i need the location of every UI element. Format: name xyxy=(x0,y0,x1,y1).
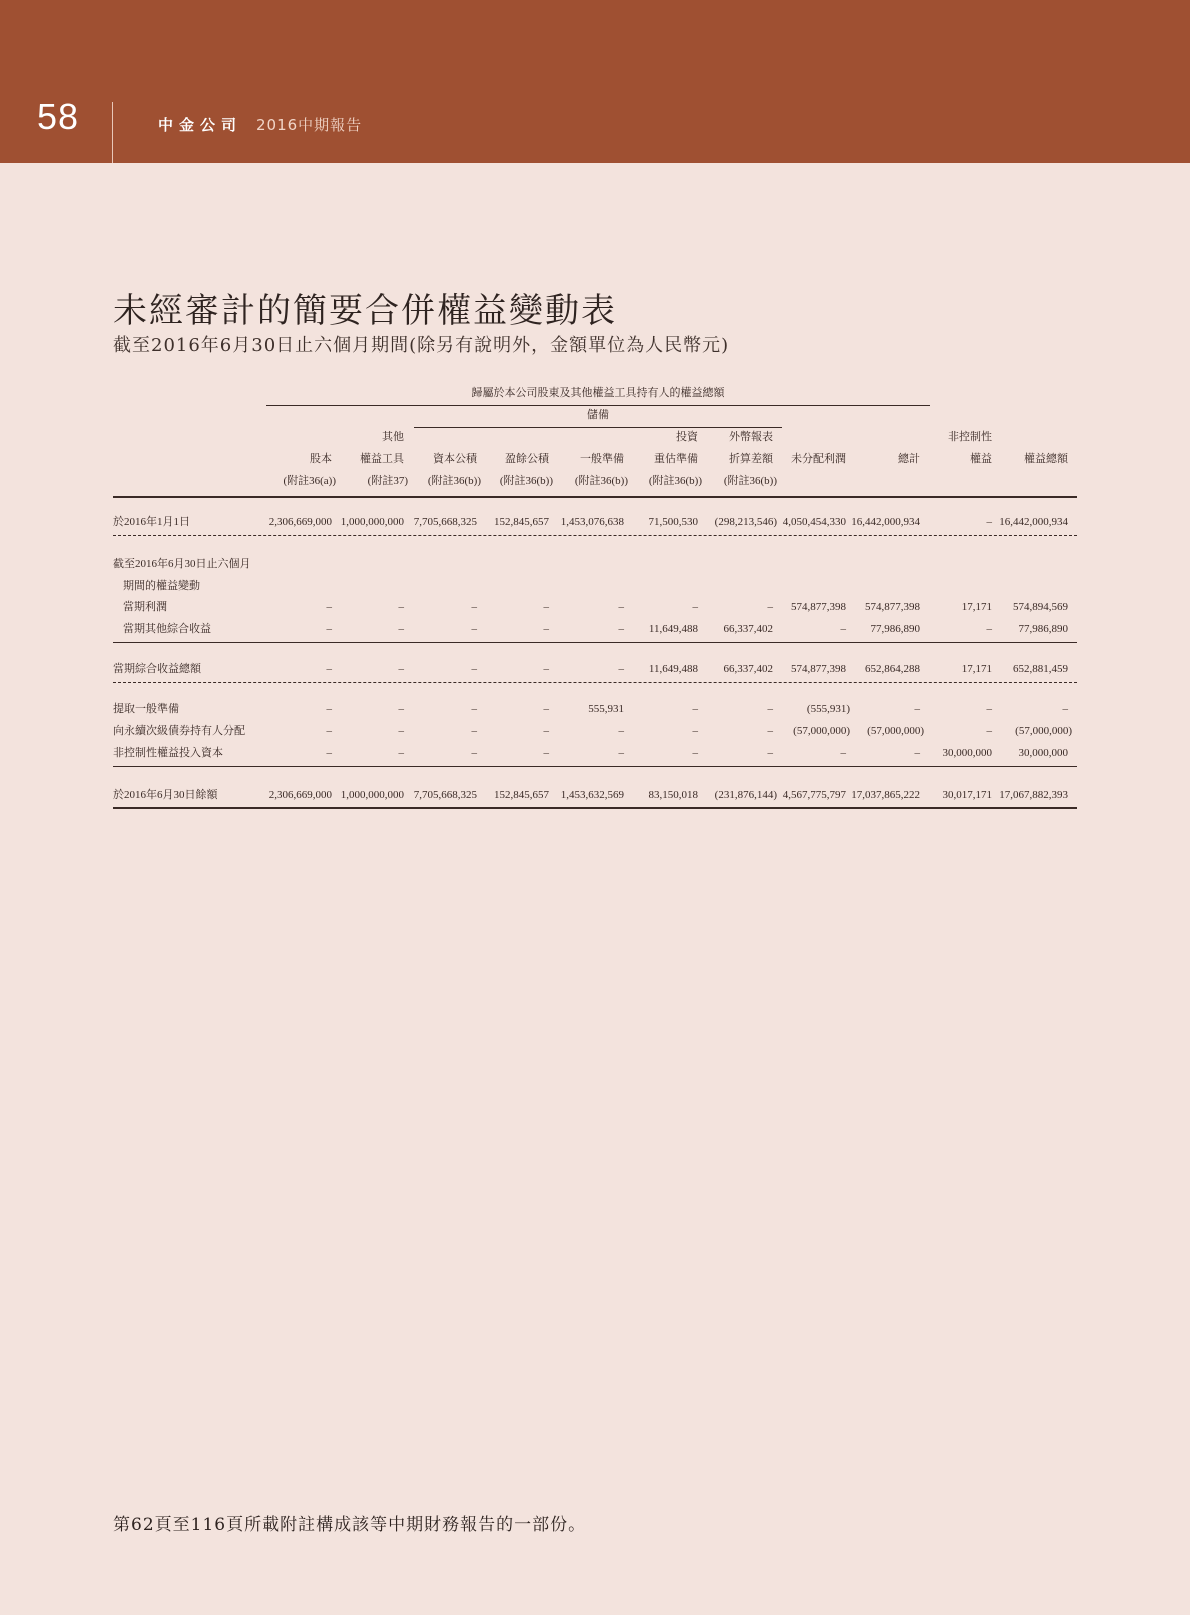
table-cell: 7,705,668,325 xyxy=(413,516,477,528)
column-header-note: (附註36(b)) xyxy=(723,475,777,487)
table-cell: 66,337,402 xyxy=(723,623,773,635)
row-label: 非控制性權益投入資本 xyxy=(113,747,223,759)
table-cell: – xyxy=(543,747,549,759)
table-cell: – xyxy=(692,747,698,759)
table-cell: – xyxy=(471,663,477,675)
table-cell: 77,986,890 xyxy=(1018,623,1068,635)
table-cell: (231,876,144) xyxy=(714,789,777,801)
column-header-line1: 投資 xyxy=(676,431,698,443)
table-cell: – xyxy=(326,747,332,759)
column-header-line1: 非控制性 xyxy=(948,431,992,443)
table-cell: – xyxy=(326,623,332,635)
table-cell: 77,986,890 xyxy=(870,623,920,635)
table-cell: – xyxy=(398,747,404,759)
table-cell: 30,000,000 xyxy=(942,747,992,759)
table-cell: – xyxy=(471,601,477,613)
table-cell: – xyxy=(986,623,992,635)
table-cell: – xyxy=(692,703,698,715)
table-cell: 71,500,530 xyxy=(648,516,698,528)
column-header-line1: 外幣報表 xyxy=(729,431,773,443)
table-cell: – xyxy=(471,703,477,715)
row-label: 於2016年6月30日餘額 xyxy=(113,789,218,801)
table-cell: – xyxy=(767,601,773,613)
column-header-line2: 資本公積 xyxy=(433,453,477,465)
table-cell: – xyxy=(618,623,624,635)
table-cell: – xyxy=(543,663,549,675)
table-cell: – xyxy=(767,747,773,759)
row-rule-dashed xyxy=(113,682,1077,683)
table-bottom-rule xyxy=(113,807,1077,809)
table-cell: – xyxy=(471,725,477,737)
column-header-line2: 一般準備 xyxy=(580,453,624,465)
table-cell: – xyxy=(543,703,549,715)
column-header-note: (附註36(b)) xyxy=(574,475,628,487)
table-cell: 1,453,076,638 xyxy=(560,516,624,528)
table-cell: 574,877,398 xyxy=(791,601,846,613)
row-rule xyxy=(113,766,1077,767)
table-cell: (57,000,000) xyxy=(867,725,924,737)
table-cell: – xyxy=(986,725,992,737)
table-cell: 152,845,657 xyxy=(494,789,549,801)
row-label: 當期其他綜合收益 xyxy=(123,623,211,635)
table-cell: – xyxy=(326,703,332,715)
table-cell: – xyxy=(986,516,992,528)
table-cell: – xyxy=(618,663,624,675)
table-cell: 1,453,632,569 xyxy=(560,789,624,801)
table-cell: – xyxy=(326,663,332,675)
column-header-line2: 股本 xyxy=(310,453,332,465)
table-cell: (57,000,000) xyxy=(1015,725,1072,737)
table-cell: 17,171 xyxy=(961,601,992,613)
table-cell: – xyxy=(326,601,332,613)
page-subtitle: 截至2016年6月30日止六個月期間(除另有說明外，金額單位為人民幣元) xyxy=(113,335,730,356)
row-label: 於2016年1月1日 xyxy=(113,516,190,528)
column-header-line1: 其他 xyxy=(382,431,404,443)
footnote: 第62頁至116頁所載附註構成該等中期財務報告的一部份。 xyxy=(113,1515,587,1535)
column-header-note: (附註36(a)) xyxy=(283,475,336,487)
table-cell: 1,000,000,000 xyxy=(340,789,404,801)
table-cell: 17,067,882,393 xyxy=(999,789,1068,801)
table-cell: – xyxy=(543,623,549,635)
group-header: 歸屬於本公司股東及其他權益工具持有人的權益總額 xyxy=(471,387,725,399)
table-cell: – xyxy=(767,725,773,737)
column-header-note: (附註37) xyxy=(367,475,408,487)
table-cell: – xyxy=(986,703,992,715)
table-cell: – xyxy=(398,703,404,715)
header-bottom-rule xyxy=(113,496,1077,498)
page-number: 58 xyxy=(37,96,80,137)
table-cell: 574,877,398 xyxy=(865,601,920,613)
column-header-note: (附註36(b)) xyxy=(427,475,481,487)
row-rule-dashed xyxy=(113,535,1077,536)
row-label: 當期綜合收益總額 xyxy=(113,663,201,675)
row-label: 期間的權益變動 xyxy=(123,580,200,592)
report-name: 2016中期報告 xyxy=(256,116,363,134)
table-cell: 11,649,488 xyxy=(648,663,698,675)
table-cell: 16,442,000,934 xyxy=(999,516,1068,528)
table-cell: 17,037,865,222 xyxy=(851,789,920,801)
table-cell: (298,213,546) xyxy=(714,516,777,528)
table-cell: 652,881,459 xyxy=(1013,663,1068,675)
table-cell: 2,306,669,000 xyxy=(268,789,332,801)
table-cell: 17,171 xyxy=(961,663,992,675)
table-cell: (57,000,000) xyxy=(793,725,850,737)
company-name: 中金公司 xyxy=(158,116,243,134)
table-cell: – xyxy=(1062,703,1068,715)
row-label: 當期利潤 xyxy=(123,601,167,613)
column-header-note: (附註36(b)) xyxy=(648,475,702,487)
column-header-line2: 盈餘公積 xyxy=(505,453,549,465)
table-cell: – xyxy=(398,623,404,635)
table-cell: – xyxy=(840,623,846,635)
table-cell: (555,931) xyxy=(806,703,850,715)
table-cell: – xyxy=(326,725,332,737)
column-header-line2: 折算差額 xyxy=(729,453,773,465)
page-title: 未經審計的簡要合併權益變動表 xyxy=(113,291,617,331)
table-cell: – xyxy=(618,747,624,759)
table-cell: – xyxy=(914,703,920,715)
column-header-line2: 權益工具 xyxy=(360,453,404,465)
table-cell: – xyxy=(840,747,846,759)
table-cell: – xyxy=(618,725,624,737)
column-header-line2: 權益 xyxy=(970,453,992,465)
table-cell: – xyxy=(767,703,773,715)
column-header-line2: 重估準備 xyxy=(654,453,698,465)
table-cell: – xyxy=(618,601,624,613)
table-cell: 152,845,657 xyxy=(494,516,549,528)
table-cell: – xyxy=(398,725,404,737)
column-header-line2: 權益總額 xyxy=(1024,453,1068,465)
table-cell: – xyxy=(398,663,404,675)
table-cell: – xyxy=(543,725,549,737)
table-cell: 4,050,454,330 xyxy=(782,516,846,528)
table-cell: 11,649,488 xyxy=(648,623,698,635)
row-rule xyxy=(113,642,1077,643)
table-cell: 4,567,775,797 xyxy=(782,789,846,801)
table-cell: 66,337,402 xyxy=(723,663,773,675)
table-cell: 555,931 xyxy=(588,703,624,715)
table-cell: – xyxy=(543,601,549,613)
table-cell: 574,894,569 xyxy=(1013,601,1068,613)
row-label: 向永續次級債券持有人分配 xyxy=(113,725,245,737)
row-label: 截至2016年6月30日止六個月 xyxy=(113,558,251,570)
table-cell: 30,000,000 xyxy=(1018,747,1068,759)
column-header-note: (附註36(b)) xyxy=(499,475,553,487)
reserves-header: 儲備 xyxy=(587,409,609,421)
table-cell: 1,000,000,000 xyxy=(340,516,404,528)
table-cell: 2,306,669,000 xyxy=(268,516,332,528)
table-cell: 16,442,000,934 xyxy=(851,516,920,528)
table-cell: – xyxy=(471,623,477,635)
table-cell: – xyxy=(692,725,698,737)
table-cell: – xyxy=(471,747,477,759)
table-cell: – xyxy=(692,601,698,613)
table-cell: – xyxy=(914,747,920,759)
row-label: 提取一般準備 xyxy=(113,703,179,715)
group-header-rule xyxy=(266,405,930,406)
table-cell: – xyxy=(398,601,404,613)
table-cell: 652,864,288 xyxy=(865,663,920,675)
table-cell: 83,150,018 xyxy=(648,789,698,801)
column-header-line2: 總計 xyxy=(898,453,920,465)
table-cell: 574,877,398 xyxy=(791,663,846,675)
table-cell: 30,017,171 xyxy=(942,789,992,801)
table-cell: 7,705,668,325 xyxy=(413,789,477,801)
column-header-line2: 未分配利潤 xyxy=(791,453,846,465)
reserves-header-rule xyxy=(414,427,782,428)
